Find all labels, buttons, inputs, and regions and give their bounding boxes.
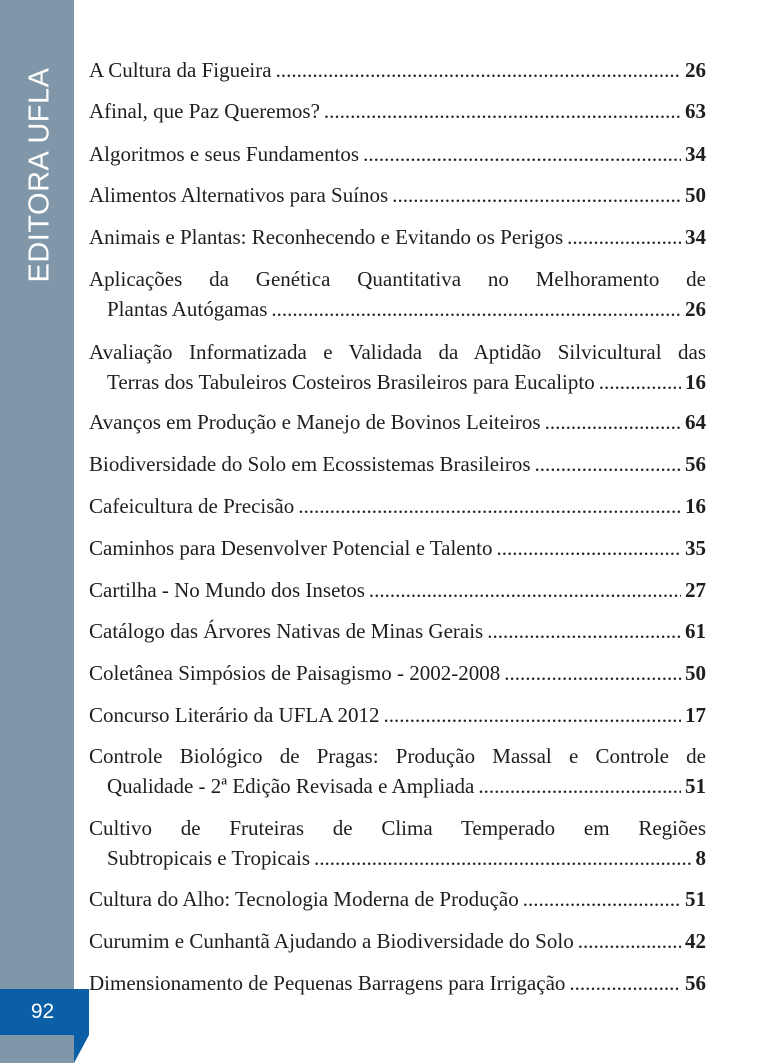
- index-entry: [89, 884, 706, 914]
- dot-leader: [504, 658, 681, 688]
- entry-title: Animais e Plantas: Reconhecendo e Evitando os Perigos: [89, 225, 564, 249]
- dot-leader: [314, 843, 692, 873]
- index-entry: [89, 222, 706, 252]
- index-entry: [89, 533, 706, 563]
- dot-leader: [276, 55, 681, 85]
- entry-page: 51: [685, 774, 706, 798]
- dot-leader: [369, 575, 681, 605]
- dot-leader: [271, 294, 681, 324]
- index-entry: [89, 264, 706, 324]
- index-entry: [89, 55, 706, 85]
- entry-title-line1: Avaliação Informatizada e Validada da Aptidão Silvicultural das: [89, 340, 706, 364]
- entry-title-line1: Controle Biológico de Pragas: Produção Massal e Controle de: [89, 744, 706, 768]
- entry-title: Alimentos Alternativos para Suínos: [89, 183, 389, 207]
- entry-page: 8: [695, 846, 706, 870]
- index-entry: [89, 700, 706, 730]
- entry-title: Cafeicultura de Precisão: [89, 494, 295, 518]
- dot-leader: [569, 968, 681, 998]
- entry-title-line2: Terras dos Tabuleiros Costeiros Brasileiros para Eucalipto: [107, 370, 595, 394]
- index-entry: [89, 337, 706, 397]
- entry-title-line2: Qualidade - 2ª Edição Revisada e Ampliada: [107, 774, 475, 798]
- index-entry: [89, 139, 706, 169]
- dot-leader: [545, 407, 681, 437]
- entry-page: 16: [685, 494, 706, 518]
- dot-leader: [363, 139, 681, 169]
- entry-title: Coletânea Simpósios de Paisagismo - 2002-2008: [89, 661, 501, 685]
- index-entry: [89, 926, 706, 956]
- index-entry: [89, 407, 706, 437]
- entry-page: 50: [685, 661, 706, 685]
- entry-page: 42: [685, 929, 706, 953]
- entry-page: 64: [685, 410, 706, 434]
- index-entry: [89, 813, 706, 873]
- entry-title-line2: Subtropicais e Tropicais: [107, 846, 310, 870]
- entry-page: 34: [685, 142, 706, 166]
- index-entry: [89, 741, 706, 801]
- entry-title: Afinal, que Paz Queremos?: [89, 99, 320, 123]
- entry-title: Biodiversidade do Solo em Ecossistemas Brasileiros: [89, 452, 531, 476]
- dot-leader: [298, 491, 681, 521]
- dot-leader: [478, 771, 681, 801]
- entry-page: 34: [685, 225, 706, 249]
- entry-title: Algoritmos e seus Fundamentos: [89, 142, 360, 166]
- sidebar: [0, 0, 74, 1063]
- entry-page: 27: [685, 578, 706, 602]
- entry-page: 56: [685, 971, 706, 995]
- dot-leader: [599, 367, 681, 397]
- dot-leader: [535, 449, 681, 479]
- entry-page: 17: [685, 703, 706, 727]
- entry-page: 26: [685, 58, 706, 82]
- index-entry: [89, 616, 706, 646]
- entry-title: Curumim e Cunhantã Ajudando a Biodiversidade do Solo: [89, 929, 574, 953]
- entry-title-line1: Aplicações da Genética Quantitativa no Melhoramento de: [89, 267, 706, 291]
- dot-leader: [392, 180, 681, 210]
- entry-title: Concurso Literário da UFLA 2012: [89, 703, 380, 727]
- entry-title: Cultura do Alho: Tecnologia Moderna de Produção: [89, 887, 519, 911]
- dot-leader: [578, 926, 681, 956]
- dot-leader: [523, 884, 681, 914]
- dot-leader: [487, 616, 681, 646]
- dot-leader: [324, 96, 681, 126]
- dot-leader: [496, 533, 681, 563]
- entry-page: 56: [685, 452, 706, 476]
- index-entry: [89, 491, 706, 521]
- dot-leader: [567, 222, 681, 252]
- page-number: 92: [0, 989, 89, 1035]
- index-entry: [89, 96, 706, 126]
- entry-title: Caminhos para Desenvolver Potencial e Talento: [89, 536, 493, 560]
- entry-title: A Cultura da Figueira: [89, 58, 272, 82]
- entry-page: 50: [685, 183, 706, 207]
- index-entry: [89, 575, 706, 605]
- entry-title-line2: Plantas Autógamas: [107, 297, 268, 321]
- entry-title: Catálogo das Árvores Nativas de Minas Gerais: [89, 619, 484, 643]
- index-entry: [89, 968, 706, 998]
- entry-page: 63: [685, 99, 706, 123]
- index-entry: [89, 658, 706, 688]
- dot-leader: [383, 700, 681, 730]
- index-entry: [89, 449, 706, 479]
- entry-title: Dimensionamento de Pequenas Barragens para Irrigação: [89, 971, 566, 995]
- entry-page: 16: [685, 370, 706, 394]
- index-entry: [89, 180, 706, 210]
- entry-title: Avanços em Produção e Manejo de Bovinos Leiteiros: [89, 410, 541, 434]
- entry-page: 35: [685, 536, 706, 560]
- entry-page: 61: [685, 619, 706, 643]
- entry-page: 26: [685, 297, 706, 321]
- entry-title: Cartilha - No Mundo dos Insetos: [89, 578, 365, 602]
- publisher-title: EDITORA UFLA: [23, 67, 56, 283]
- entry-title-line1: Cultivo de Fruteiras de Clima Temperado em Regiões: [89, 816, 706, 840]
- page-number-corner: [74, 1035, 89, 1063]
- entry-page: 51: [685, 887, 706, 911]
